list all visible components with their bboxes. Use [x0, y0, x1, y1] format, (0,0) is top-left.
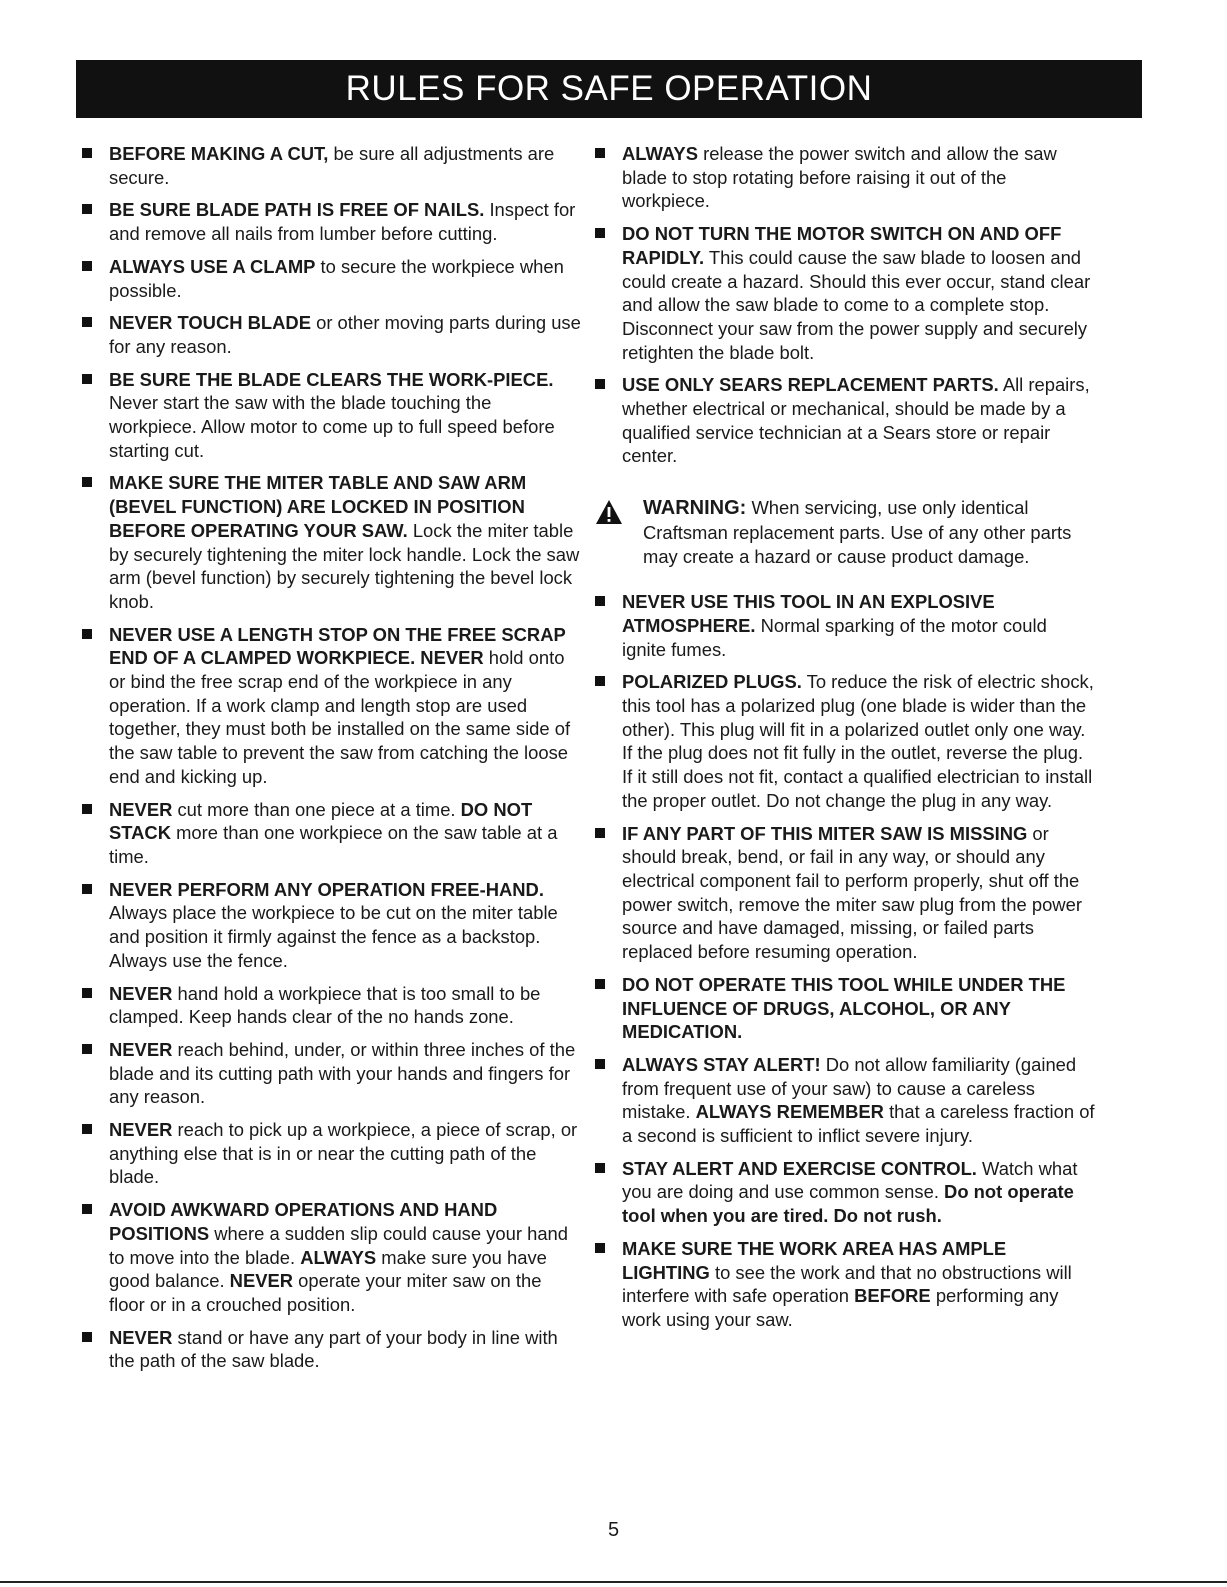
rule-item: MAKE SURE THE MITER TABLE AND SAW ARM (BEVEL FUNCTION) ARE LOCKED IN POSITION BEFORE OPERATING YOUR SAW. Lock the miter table by securely tightening the miter lock handle. Lock the saw arm (bevel function) by securely tightening the bevel lock knob.: [82, 471, 582, 613]
rule-item: AVOID AWKWARD OPERATIONS AND HAND POSITIONS where a sudden slip could cause your hand to move into the blade. ALWAYS make sure you have good balance. NEVER operate your miter saw on the floor or in a crouched position.: [82, 1198, 582, 1317]
square-bullet-icon: [595, 1163, 605, 1173]
square-bullet-icon: [595, 228, 605, 238]
square-bullet-icon: [82, 804, 92, 814]
square-bullet-icon: [595, 1059, 605, 1069]
square-bullet-icon: [595, 148, 605, 158]
square-bullet-icon: [82, 1124, 92, 1134]
square-bullet-icon: [595, 596, 605, 606]
rule-item: NEVER hand hold a workpiece that is too small to be clamped. Keep hands clear of the no hands zone.: [82, 982, 582, 1029]
square-bullet-icon: [595, 979, 605, 989]
square-bullet-icon: [82, 1204, 92, 1214]
warning-notice: [595, 496, 1095, 568]
square-bullet-icon: [82, 374, 92, 384]
square-bullet-icon: [82, 884, 92, 894]
rule-item: DO NOT OPERATE THIS TOOL WHILE UNDER THE INFLUENCE OF DRUGS, ALCOHOL, OR ANY MEDICATION.: [595, 973, 1095, 1044]
rule-item: NEVER reach to pick up a workpiece, a piece of scrap, or anything else that is in or near the cutting path of the blade.: [82, 1118, 582, 1189]
rule-item: NEVER USE A LENGTH STOP ON THE FREE SCRAP END OF A CLAMPED WORKPIECE. NEVER hold onto or bind the free scrap end of the workpiece in any operation. If a work clamp and length stop are used together, they must both be installed on the same side of the saw table to prevent the saw from catching the loose end and kicking up.: [82, 623, 582, 789]
rule-item: USE ONLY SEARS REPLACEMENT PARTS. All repairs, whether electrical or mechanical, should be made by a qualified service technician at a Sears store or repair center.: [595, 373, 1095, 468]
rule-item: NEVER stand or have any part of your body in line with the path of the saw blade.: [82, 1326, 582, 1373]
section-title: RULES FOR SAFE OPERATION: [345, 69, 873, 108]
rule-item: POLARIZED PLUGS. To reduce the risk of electric shock, this tool has a polarized plug (one blade is wider than the other). This plug will fit in a polarized outlet only one way. If the plug does not fit fully in the outlet, reverse the plug. If it still does not fit, contact a qualified electrician to install the proper outlet. Do not change the plug in any way.: [595, 670, 1095, 812]
rule-item: MAKE SURE THE WORK AREA HAS AMPLE LIGHTING to see the work and that no obstructions will interfere with safe operation BEFORE performing any work using your saw.: [595, 1237, 1095, 1332]
right-column: [595, 142, 1095, 1341]
rule-item: IF ANY PART OF THIS MITER SAW IS MISSING or should break, bend, or fail in any way, or should any electrical component fail to perform properly, shut off the power switch, remove the miter saw plug from the power source and have damaged, missing, or failed parts replaced before resuming operation.: [595, 822, 1095, 964]
warning-label: WARNING:: [643, 497, 747, 520]
rule-item: NEVER cut more than one piece at a time. DO NOT STACK more than one workpiece on the saw table at a time.: [82, 798, 582, 869]
square-bullet-icon: [82, 629, 92, 639]
square-bullet-icon: [595, 676, 605, 686]
square-bullet-icon: [82, 317, 92, 327]
warning-text: When servicing, use only identical Craftsman replacement parts. Use of any other parts may create a hazard or cause product damage.: [643, 497, 1072, 567]
section-title-bar: [76, 60, 1142, 118]
square-bullet-icon: [82, 1332, 92, 1342]
rule-item: ALWAYS release the power switch and allow the saw blade to stop rotating before raising it out of the workpiece.: [595, 142, 1095, 213]
bottom-border-line: [0, 1581, 1227, 1583]
rule-item: NEVER PERFORM ANY OPERATION FREE-HAND. Always place the workpiece to be cut on the miter table and position it firmly against the fence as a backstop. Always use the fence.: [82, 878, 582, 973]
square-bullet-icon: [82, 477, 92, 487]
square-bullet-icon: [82, 204, 92, 214]
rule-item: NEVER USE THIS TOOL IN AN EXPLOSIVE ATMOSPHERE. Normal sparking of the motor could ignite fumes.: [595, 590, 1095, 661]
rule-item: NEVER TOUCH BLADE or other moving parts during use for any reason.: [82, 311, 582, 358]
warning-triangle-icon: [595, 499, 623, 525]
square-bullet-icon: [82, 261, 92, 271]
rule-item: STAY ALERT AND EXERCISE CONTROL. Watch what you are doing and use common sense. Do not operate tool when you are tired. Do not rush.: [595, 1157, 1095, 1228]
square-bullet-icon: [82, 988, 92, 998]
rule-item: BE SURE BLADE PATH IS FREE OF NAILS. Inspect for and remove all nails from lumber before cutting.: [82, 198, 582, 245]
square-bullet-icon: [595, 379, 605, 389]
left-column: [82, 142, 582, 1382]
rule-item: BEFORE MAKING A CUT, be sure all adjustments are secure.: [82, 142, 582, 189]
rule-item: ALWAYS STAY ALERT! Do not allow familiarity (gained from frequent use of your saw) to cause a careless mistake. ALWAYS REMEMBER that a careless fraction of a second is sufficient to inflict severe injury.: [595, 1053, 1095, 1148]
square-bullet-icon: [82, 148, 92, 158]
rule-item: BE SURE THE BLADE CLEARS THE WORK-PIECE. Never start the saw with the blade touching the workpiece. Allow motor to come up to full speed before starting cut.: [82, 368, 582, 463]
page-number: 5: [607, 1519, 620, 1541]
rule-item: ALWAYS USE A CLAMP to secure the workpiece when possible.: [82, 255, 582, 302]
rule-item: NEVER reach behind, under, or within three inches of the blade and its cutting path with your hands and fingers for any reason.: [82, 1038, 582, 1109]
square-bullet-icon: [82, 1044, 92, 1054]
square-bullet-icon: [595, 828, 605, 838]
square-bullet-icon: [595, 1243, 605, 1253]
rule-item: DO NOT TURN THE MOTOR SWITCH ON AND OFF RAPIDLY. This could cause the saw blade to loosen and could create a hazard. Should this ever occur, stand clear and allow the saw blade to come to a complete stop. Disconnect your saw from the power supply and securely retighten the blade bolt.: [595, 222, 1095, 364]
